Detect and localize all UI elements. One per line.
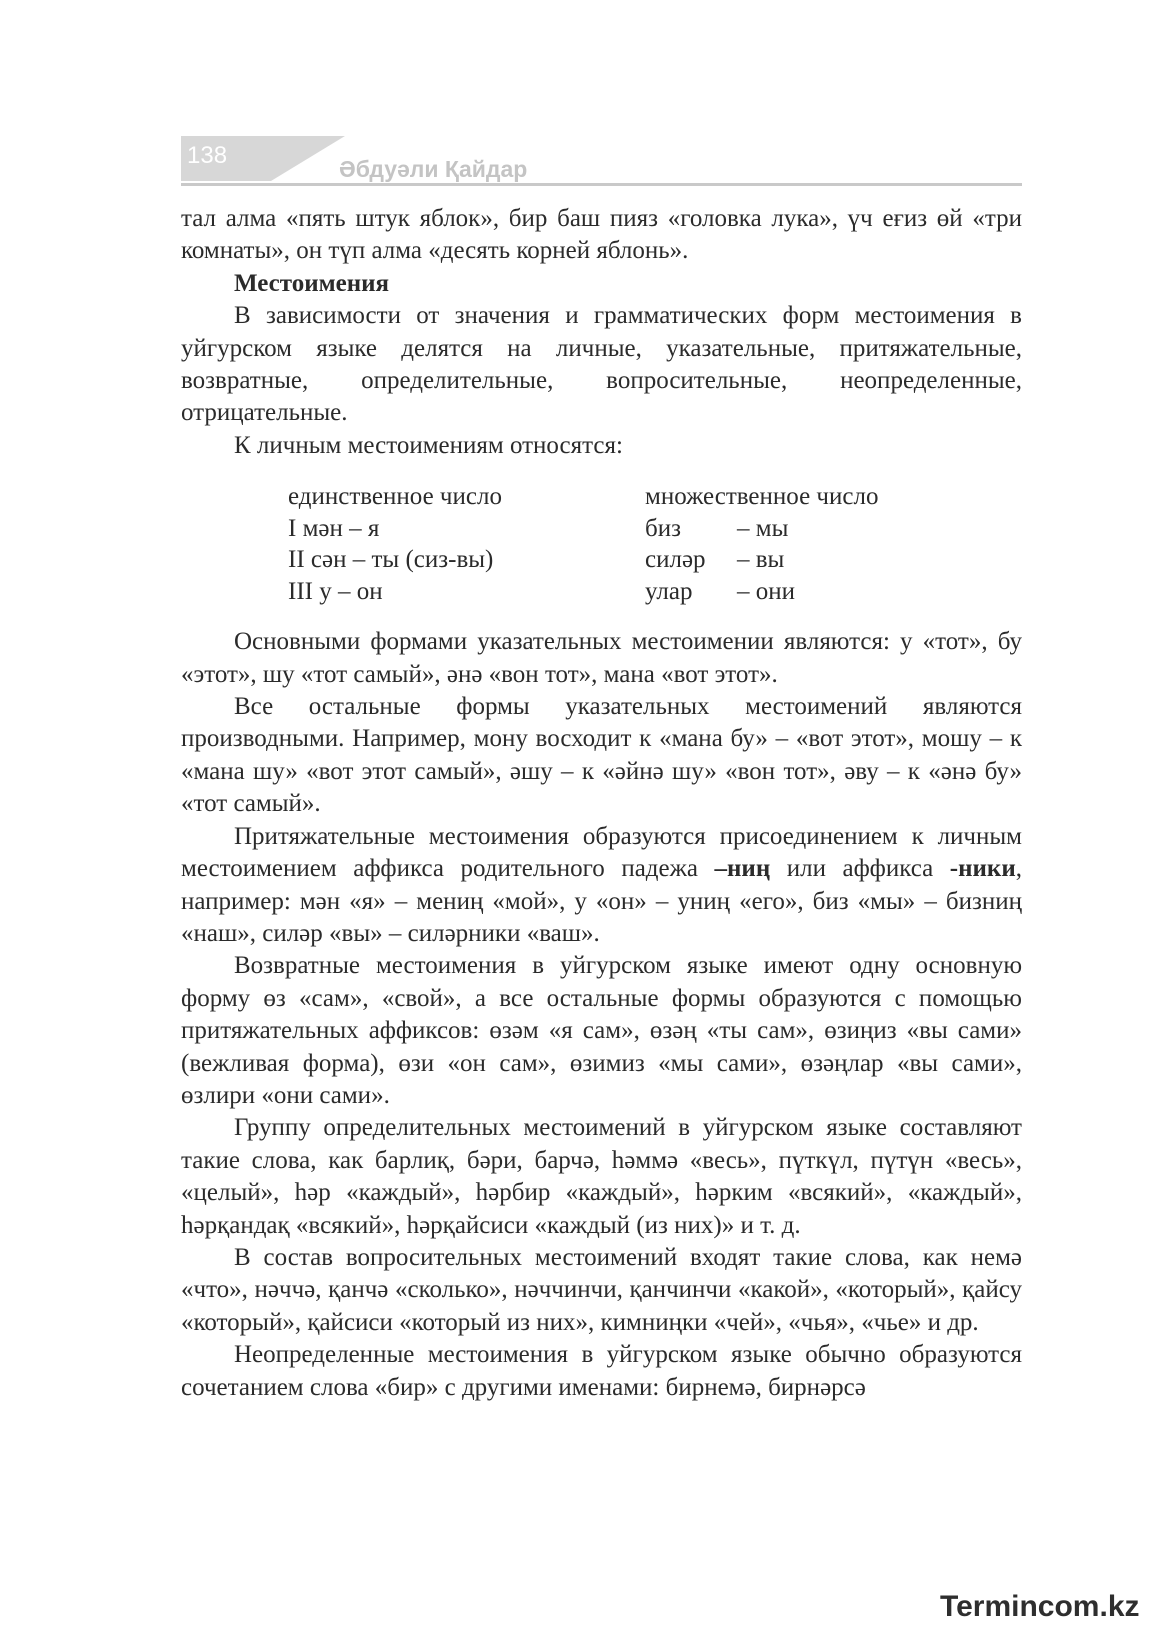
header-wedge <box>271 136 345 181</box>
header-rule <box>181 183 1022 186</box>
watermark-logo: Termincom.kz <box>940 1590 1140 1623</box>
table-header-row <box>288 481 1022 513</box>
plural-word-cell: биз <box>645 514 681 542</box>
possessive-text-c: или аффикса <box>770 855 950 883</box>
header-plural: множественное число <box>645 483 879 511</box>
paragraph-possessive <box>181 821 1022 951</box>
table-row <box>288 513 1022 545</box>
paragraph-interrogative: В состав вопросительных местоимений входят такие слова, как немә «что», нәччә, қанчә «сколько», нәччинчи, қанчинчи «какой», «который», қайсу «который», қайсиси «который из них», кимниңки «чей», «чья», «чье» и др. <box>181 1243 1022 1336</box>
plural-translation-cell: – вы <box>737 546 785 574</box>
paragraph-intro: тал алма «пять штук яблок», бир баш пияз «головка лука», үч еғиз өй «три комнаты», он түп алма «десять корней яблонь». <box>181 205 1022 265</box>
header-singular: единственное число <box>288 483 502 511</box>
paragraph-determinative: Группу определительных местоимений в уйгурском языке составляют такие слова, как барлиқ, бәри, барчә, һәммә «весь», пүткүл, пүтүн «весь», «целый», һәр «каждый», һәрбир «каждый», һәрким «всякий», «каждый», һәрқандақ «всякий», һәрқайсиси «каждый (из них)» и т. д. <box>181 1114 1022 1239</box>
affix-nin: –ниң <box>714 855 771 883</box>
plural-word-cell: улар <box>645 577 693 605</box>
plural-word-cell: силәр <box>645 546 706 574</box>
plural-translation-cell: – они <box>737 577 796 605</box>
possessive-text-a: Притяжательные местоимения образуются присоединением к личным местоимением аффикса родительного падежа <box>181 822 1022 883</box>
singular-cell: III у – он <box>288 577 383 605</box>
running-header <box>181 136 1022 188</box>
possessive-text-e: , например: мән «я» – мениң «мой», у «он» – униң «его», биз «мы» – бизниң «наш», силәр «вы» – силәрники «ваш». <box>181 855 1022 947</box>
affix-niki: -ники <box>949 855 1016 883</box>
author-name: Әбдуәли Қайдар <box>339 156 528 182</box>
table-row <box>288 544 1022 576</box>
singular-cell: II сән – ты (сиз-вы) <box>288 546 494 574</box>
paragraph-derived-forms: Все остальные формы указательных местоимений являются производными. Например, мону восходит к «мана бу» – «вот этот», мошу – к «мана шу» «вот этот самый», әшу – к «әйнә шу» «вон тот», әву – к «әнә бу» «тот самый». <box>181 693 1022 818</box>
section-heading: Местоимения <box>234 269 390 297</box>
table-row <box>288 576 1022 608</box>
singular-cell: I мән – я <box>288 514 380 542</box>
page-body <box>181 203 1022 1404</box>
paragraph-personal-intro: К личным местоимениям относятся: <box>234 431 623 459</box>
paragraph-indefinite: Неопределенные местоимения в уйгурском языке обычно образуются сочетанием слова «бир» с другими именами: бирнемә, бирнәрсә <box>181 1341 1022 1401</box>
paragraph-demonstrative: Основными формами указательных местоимении являются: у «тот», бу «этот», шу «тот самый», әнә «вон тот», мана «вот этот». <box>181 628 1022 688</box>
personal-pronouns-table <box>288 481 1022 607</box>
page-number: 138 <box>187 142 228 169</box>
paragraph-reflexive: Возвратные местоимения в уйгурском языке имеют одну основную форму өз «сам», «свой», а все остальные формы образуются с помощью притяжательных аффиксов: өзәм «я сам», өзәң «ты сам», өзиңиз «вы сами» (вежливая форма), өзи «он сам», өзимиз «мы сами», өзәңлар «вы сами», өзлири «они сами». <box>181 952 1022 1109</box>
plural-translation-cell: – мы <box>737 514 789 542</box>
paragraph-classification: В зависимости от значения и грамматических форм местоимения в уйгурском языке делятся на личные, указательные, притяжательные, возвратные, определительные, вопросительные, неопределенные, отрицательные. <box>181 302 1022 427</box>
